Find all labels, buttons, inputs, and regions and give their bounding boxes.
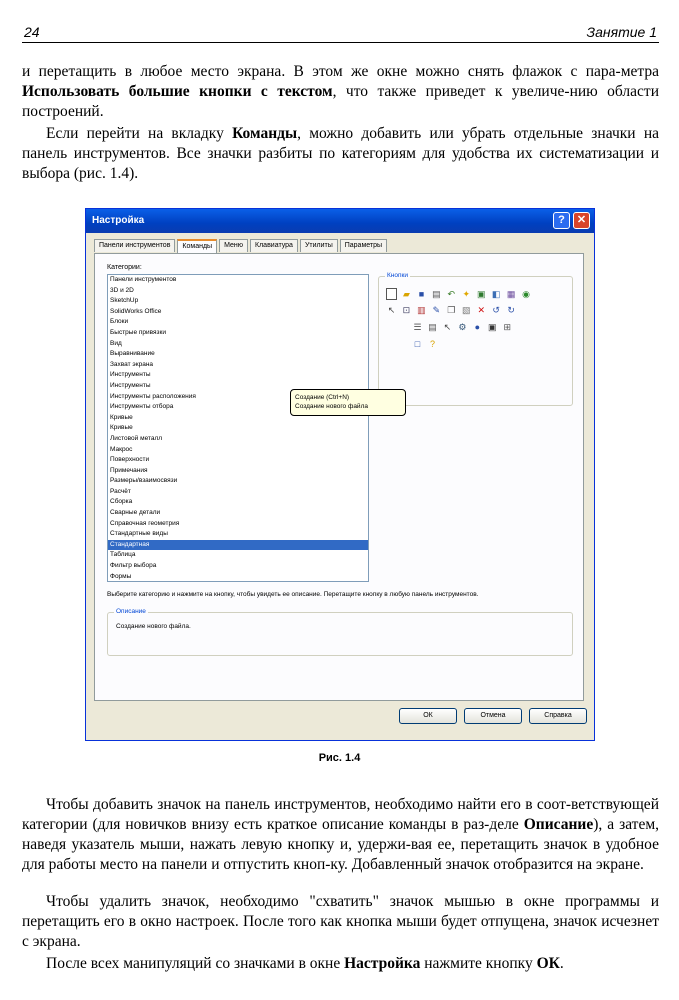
- buttons-group-label: Кнопки: [387, 272, 408, 279]
- chart-icon[interactable]: ▥: [417, 305, 426, 315]
- properties-icon[interactable]: ◧: [491, 288, 501, 299]
- description-label: Описание: [116, 608, 146, 615]
- sphere-icon[interactable]: ●: [474, 322, 481, 332]
- category-item[interactable]: Стандартные виды: [110, 530, 168, 538]
- new-document-icon[interactable]: [386, 288, 397, 300]
- page-header: [22, 22, 659, 43]
- ok-button[interactable]: ОК: [399, 708, 457, 724]
- category-item[interactable]: Панели инструментов: [110, 276, 177, 283]
- pointer-icon[interactable]: ↖: [387, 305, 396, 315]
- category-item[interactable]: Блоки: [110, 318, 129, 326]
- category-item[interactable]: Справочная геометрия: [110, 519, 180, 527]
- help-button[interactable]: Справка: [529, 708, 587, 724]
- bold-run: Описание: [523, 816, 594, 833]
- category-item[interactable]: Инструменты отбора: [110, 403, 174, 411]
- text-run: .: [559, 955, 564, 972]
- redo-arrow-icon[interactable]: ↻: [507, 305, 515, 315]
- print-icon[interactable]: ▤: [432, 288, 441, 299]
- category-item[interactable]: Инструменты: [110, 371, 151, 379]
- help-icon[interactable]: ?: [429, 339, 435, 349]
- tooltip-title: Создание (Ctrl+N): [295, 394, 350, 401]
- tools-icon[interactable]: ⚙: [458, 322, 467, 332]
- frame-icon[interactable]: ▣: [488, 322, 497, 332]
- category-item[interactable]: Листовой металл: [110, 434, 163, 442]
- paragraph-3: [22, 795, 659, 875]
- bold-run: ОК: [536, 955, 560, 972]
- table-icon[interactable]: ▤: [428, 322, 437, 332]
- copy-icon[interactable]: ❐: [447, 305, 456, 315]
- network-icon[interactable]: ⊞: [503, 322, 511, 332]
- page-number: 24: [24, 24, 40, 40]
- globe-icon[interactable]: ◉: [522, 288, 530, 299]
- tooltip-text: Создание нового файла: [295, 403, 368, 410]
- zoom-icon[interactable]: ⊡: [402, 305, 411, 315]
- command-tooltip: [290, 389, 406, 416]
- category-item[interactable]: Кривые: [110, 413, 133, 421]
- buttons-group: [378, 272, 573, 406]
- undo-arrow-icon[interactable]: ↺: [492, 305, 500, 315]
- category-item[interactable]: Фильтр выбора: [110, 562, 157, 570]
- options-icon[interactable]: ▣: [476, 288, 486, 299]
- category-item[interactable]: Таблица: [110, 551, 136, 559]
- open-folder-icon[interactable]: ▰: [402, 288, 410, 299]
- category-item[interactable]: Быстрые привязки: [110, 328, 166, 336]
- undo-icon[interactable]: ↶: [447, 288, 456, 299]
- help-title-button[interactable]: ?: [553, 212, 570, 229]
- tab-panel: [94, 253, 584, 701]
- settings-dialog: [85, 208, 595, 741]
- category-item[interactable]: SolidWorks Office: [110, 307, 162, 315]
- rebuild-icon[interactable]: ✦: [462, 288, 471, 299]
- category-item[interactable]: Расчёт: [110, 487, 131, 495]
- text-run: После всех манипуляций со значками в окне: [46, 955, 345, 972]
- text-run: и перетащить в любое место экрана. В этом же окне можно снять флажок с пара-метра: [22, 63, 659, 80]
- category-item[interactable]: Инструменты: [110, 381, 151, 389]
- command-icons: [385, 287, 565, 355]
- tab-utilities[interactable]: Утилиты: [300, 239, 338, 252]
- bold-run: Команды: [232, 125, 298, 142]
- category-item[interactable]: Формы: [110, 572, 132, 580]
- text-run: , можно добавить или убрать отдельные значки на панель инструментов. Все значки разбиты по категориям для удобства их систематизации и выбора (рис. 1.4).: [22, 125, 659, 182]
- category-item[interactable]: Захват экрана: [110, 360, 154, 368]
- category-item[interactable]: Кривые: [110, 424, 133, 432]
- text-run: , что также приведет к увеличе-нию области построений.: [22, 83, 659, 120]
- paragraph-2: [22, 124, 659, 184]
- window-icon[interactable]: □: [414, 339, 421, 349]
- category-item[interactable]: SketchUp: [110, 297, 139, 305]
- tab-strip: [94, 239, 389, 253]
- text-run: ), а затем, наведя указатель мыши, нажать левую кнопку и, удержи-вая ее, перетащить значок в удобное для работы место на панели и отпустить кноп-ку. Добавленный значок отобразится на экране.: [22, 816, 660, 873]
- close-button[interactable]: ✕: [573, 212, 590, 229]
- description-group: [107, 608, 573, 656]
- hint-text: Выберите категорию и нажмите на кнопку, чтобы увидеть ее описание. Перетащите кнопку в любую панель инструментов.: [107, 591, 479, 598]
- category-item[interactable]: Вид: [110, 339, 122, 347]
- paragraph-5: [22, 954, 659, 974]
- text-run: нажмите кнопку: [420, 955, 537, 972]
- cancel-button[interactable]: Отмена: [464, 708, 522, 724]
- tab-options[interactable]: Параметры: [340, 239, 387, 252]
- categories-list[interactable]: [107, 274, 369, 582]
- category-item[interactable]: Стандартная: [108, 540, 368, 551]
- title-bar: [86, 209, 594, 233]
- category-item[interactable]: 3D и 2D: [110, 286, 134, 294]
- text-run: Если перейти на вкладку: [46, 125, 233, 142]
- pen-icon[interactable]: ✎: [432, 305, 441, 315]
- category-item[interactable]: Поверхности: [110, 456, 150, 464]
- save-icon[interactable]: ■: [418, 288, 425, 299]
- chapter-title: Занятие 1: [586, 24, 657, 40]
- tab-keyboard[interactable]: Клавиатура: [250, 239, 298, 252]
- category-item[interactable]: Инструменты расположения: [110, 392, 196, 400]
- tab-commands[interactable]: Команды: [177, 239, 217, 254]
- paragraph-4: Чтобы удалить значок, необходимо "схватить" значок мышью в окне программы и перетащить его в окно настроек. После того как кнопка мыши будет отпущена, значок исчезнет с экрана.: [22, 893, 659, 950]
- category-item[interactable]: Размеры/взаимосвязи: [110, 477, 178, 485]
- delete-icon[interactable]: ✕: [477, 305, 485, 315]
- category-item[interactable]: Сборка: [110, 498, 133, 506]
- cursor-icon[interactable]: ↖: [443, 322, 452, 332]
- text-run: Чтобы добавить значок на панель инструментов, необходимо найти его в соот-ветствующей категории (для новичков внизу есть краткое описание команды в раз-деле: [22, 796, 659, 833]
- paste-icon[interactable]: ▧: [462, 305, 471, 315]
- tab-toolbars[interactable]: Панели инструментов: [94, 239, 175, 252]
- category-item[interactable]: Сварные детали: [110, 509, 161, 517]
- categories-label: Категории:: [107, 264, 142, 271]
- bold-run: Использовать большие кнопки с текстом: [22, 83, 333, 100]
- figure-caption: Рис. 1.4: [318, 752, 361, 764]
- description-text: Создание нового файла.: [116, 623, 191, 630]
- category-item[interactable]: Примечания: [110, 466, 148, 474]
- paragraph-1: [22, 62, 659, 122]
- dialog-title: Настройка: [92, 215, 145, 226]
- bold-run: Настройка: [344, 955, 421, 972]
- category-item[interactable]: Макрос: [110, 445, 133, 453]
- category-item[interactable]: Выравнивание: [110, 350, 155, 358]
- tab-menu[interactable]: Меню: [219, 239, 248, 252]
- list-icon[interactable]: ☰: [413, 322, 422, 332]
- grid-icon[interactable]: ▦: [506, 288, 516, 299]
